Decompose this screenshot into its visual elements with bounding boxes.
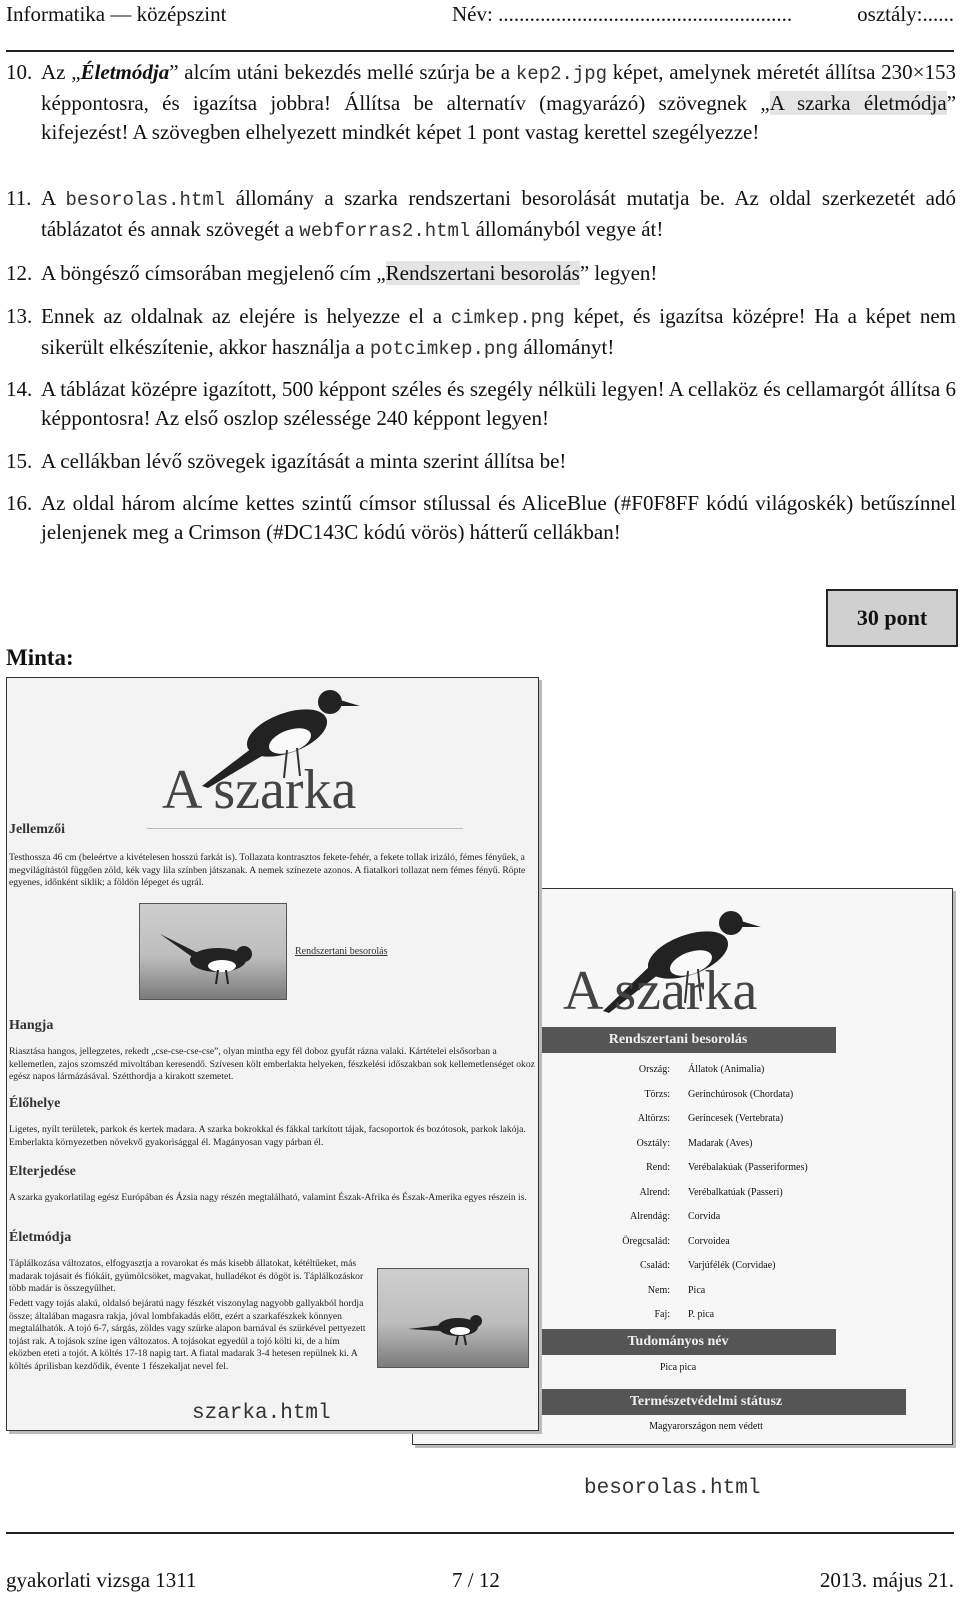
conservation-status: Magyarországon nem védett [649,1421,763,1432]
section-heading: Jellemzői [9,822,65,837]
header-name-field: Név: ........................................................ [452,2,793,26]
task-14: 14. A táblázat középre igazított, 500 képpont széles és szegély nélküli legyen! A cellaköz és cellamargót állítsa 6 képpontosra! Az első oszlop szélessége 240 képpont legyen! [6,377,956,430]
section-text: Ligetes, nyílt területek, parkok és kertek madara. A szarka bokrokkal és fákkal tarkított tájak, facsoportok és bozótosok, parkok lakója. Emberlakta környezetben növekvő gyakorisággal él. Magányosan vagy párban él. [9,1124,526,1148]
section-text: A szarka gyakorlatilag egész Európában és Ázsia nagy részén megtalálható, valamint Észak-Afrika és Észak-Amerika egyes részein is. [9,1192,527,1203]
magpie-icon [378,1269,528,1367]
table-row: Alrend: Verébalkatúak (Passeri) [639,1186,783,1198]
section-text: Fedett vagy tojás alakú, oldalsó bejáratú nagy fészkét viszonylag nagyobb gallyakból hordja össze; általában magasra rakja, jóval lombfakadás előtt, ezért a szarkafészkek könnyen megtalálhatók. A tojó 6-7, sárgás, zöldes vagy szürke alapon barnával és szürkével pettyezett tojást rak. A tojások színe igen változatos. A tojásokat egyedül a tojó költi ki, de a hím eközben eteti a tojót. A költés 17-18 napig tart. A fiatal madarak 3-4 hetesen repülnek ki. A költés áprilisban kezdődik, évente 1 fészekaljat nevel fel. [9,1298,366,1372]
magpie-icon [140,904,286,999]
section-text: Táplálkozása változatos, elfogyasztja a rovarokat és más kisebb állatokat, kétéltűeket, más madarak tojásait és fiókáit, gyümölcsöket, magvakat, hulladékot és dögöt is. Táplálkozáskor több madár is összegyűlhet. [9,1258,364,1294]
section-heading: Életmódja [9,1230,72,1245]
header-class-field: osztály:...... [857,2,954,26]
header-subject: Informatika — középszint [6,2,227,26]
section-heading: Elterjedése [9,1164,76,1179]
page-footer [6,1568,954,1600]
scientific-name: Pica pica [659,1362,697,1373]
task-number: 14. [6,377,33,401]
section-text: Riasztása hangos, jellegzetes, rekedt „cse-cse-cse-cse”, olyan mintha egy fél doboz gyufát rázna valaki. Kártételei elsősorban a kellemetlen, zajos szomszéd mivoltában keresendő. Szívesen költ emberlakta helyeken, fészkelési időszakban sok kellemetlenséget okoz egész napos lármázásával. Szétthordja a kirakott szemetet. [9,1046,535,1082]
table-row: Rend: Verébalakúak (Passeriformes) [646,1162,808,1173]
filename: besorolas.html [65,189,226,211]
table-row: Ország: Állatok (Animalia) [638,1064,765,1075]
task-number: 13. [6,304,33,328]
classification-table [520,1059,836,1329]
table-row: Törzs: Gerinchúrosok (Chordata) [644,1088,794,1100]
sample1-title: A szarka [162,759,357,821]
filename: kep2.jpg [515,63,608,85]
task-11: 11. A besorolas.html állomány a szarka rendszertani besorolását mutatja be. Az oldal szerkezetét adó táblázatot és annak szövegét a webforras2.html állományból vegye át! [6,186,956,242]
task-number: 15. [6,449,33,473]
table-row: Faj: P. pica [654,1309,715,1320]
footer-exam: gyakorlati vizsga 1311 [6,1568,197,1592]
filename: cimkep.png [450,307,565,329]
footer-rule [6,1532,954,1534]
table-row: Nem: Pica [647,1284,706,1296]
classification-link[interactable]: Rendszertani besorolás [295,946,388,957]
table-row: Öregcsalád: Corvoidea [622,1235,730,1247]
section-text: Testhossza 46 cm (beleértve a kivételesen hosszú farkát is). Tollazata kontrasztos fekete-fehér, a fekete tollak irizáló, fémes fényűek, a megvilágítástól függően zöld, kék vagy lila színben játszanak. A nemek színezete azonos. A fiatalkori tollazat nem fémes fényű. Röpte egyenes, időnként siklik; a földön lépeget és ugrál. [9,852,526,888]
page-header [6,0,954,32]
sample-szarka-window [6,677,539,1431]
task-15: 15. A cellákban lévő szövegek igazítását a minta szerint állítsa be! [6,447,956,476]
table-row: Család: Varjúfélék (Corvidae) [640,1260,776,1271]
footer-date: 2013. május 21. [819,1568,954,1592]
sample2-title: A szarka [563,960,758,1022]
task-16: 16. Az oldal három alcíme kettes szintű címsor stílussal és AliceBlue (#F0F8FF kódú világoskék) betűszínnel jelenjenek meg a Crimson (#DC143C kódú vörös) hátterű cellákban! [6,491,956,544]
conservation-heading: Természetvédelmi státusz [506,1389,906,1415]
scientific-name-heading: Tudományos név [520,1329,836,1355]
section-heading: Hangja [9,1018,54,1033]
task-number: 16. [6,491,33,515]
classification-heading: Rendszertani besorolás [520,1027,836,1053]
points-box: 30 pont [826,589,958,647]
magpie-photo [377,1268,529,1368]
table-row: Alrendág: Corvida [630,1211,721,1222]
task-13: 13. Ennek az oldalnak az elejére is helyezze el a cimkep.png képet, és igazítsa középre! Ha a képet nem sikerült elkészítenie, akkor használja a potcimkep.png állományt! [6,304,957,360]
section-heading: Élőhelye [9,1096,61,1111]
header-rule [6,50,954,52]
magpie-photo [139,903,287,1000]
highlighted-phrase: A szarka életmódja [769,91,947,115]
caption-besorolas: besorolas.html [584,1477,761,1500]
task-12: 12. A böngésző címsorában megjelenő cím „Rendszertani besorolás” legyen! [6,259,956,288]
highlighted-phrase: Rendszertani besorolás [385,261,580,285]
task-number: 11. [6,186,32,210]
table-row: Osztály: Madarak (Aves) [636,1137,753,1149]
task-number: 10. [6,60,33,84]
task-number: 12. [6,261,33,285]
sample-label: Minta: [6,645,74,670]
table-row: Altörzs: Gerincesek (Vertebrata) [637,1113,784,1124]
caption-szarka: szarka.html [192,1402,331,1425]
filename: webforras2.html [299,220,471,242]
page-number: 7 / 12 [452,1568,500,1592]
title-divider [147,828,463,829]
task-10: 10. Az „Életmódja” alcím utáni bekezdés mellé szúrja be a kep2.jpg képet, amelynek méretét állítsa 230×153 képpontosra, és igazítsa jobbra! Állítsa be alternatív (magyarázó) szövegnek „A szarka életmódja” kifejezést! A szövegben elhelyezett mindkét képet 1 pont vastag kerettel szegélyezze! [6,60,957,144]
filename: potcimkep.png [369,338,519,360]
